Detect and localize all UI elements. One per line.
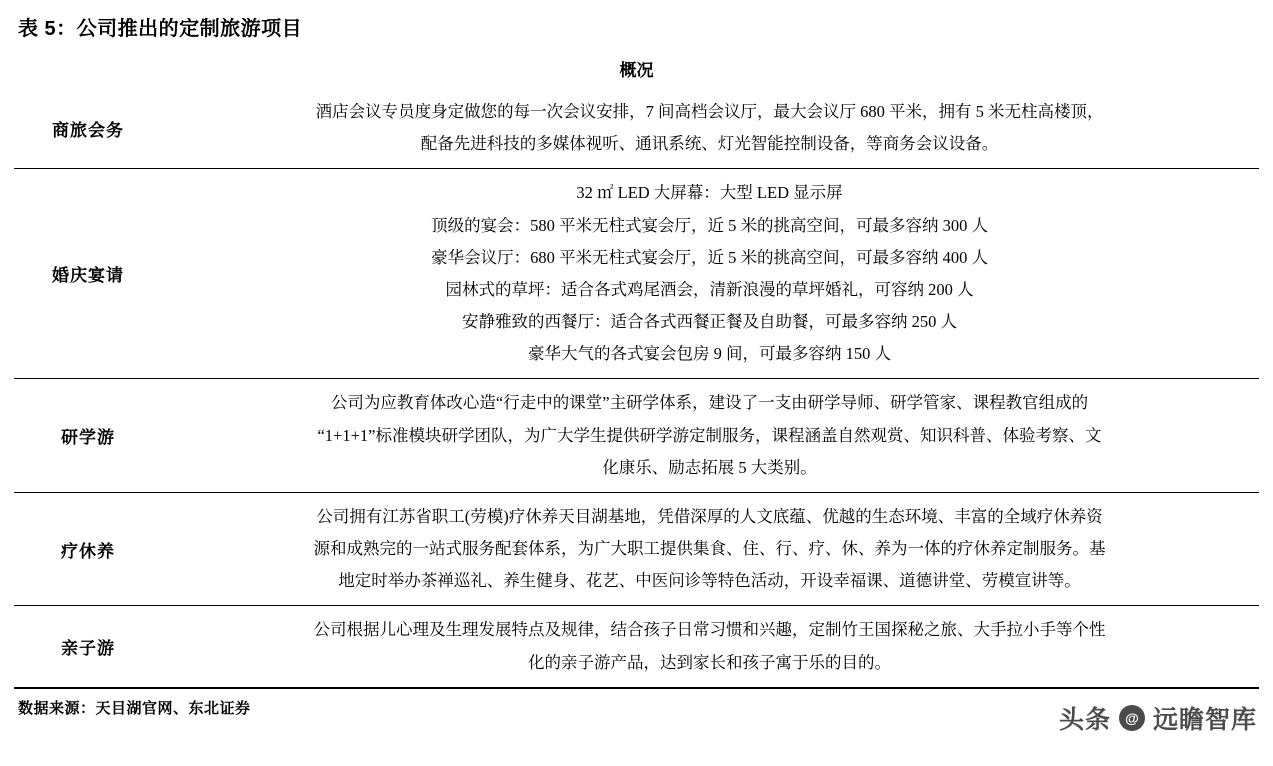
row-description	[162, 379, 1259, 493]
description-line: 公司根据儿心理及生理发展特点及规律，结合孩子日常习惯和兴趣，定制竹王国探秘之旅、大手拉小手等个性	[313, 620, 1106, 640]
row-description	[162, 492, 1259, 606]
source-note: 数据来源：天目湖官网、东北证券	[18, 699, 251, 717]
description-line: 公司拥有江苏省职工(劳模)疗休养天目湖基地，凭借深厚的人文底蕴、优越的生态环境、丰富的全域疗休养资	[316, 506, 1103, 526]
watermark-prefix: 头条	[1058, 706, 1111, 734]
description-line: 配备先进科技的多媒体视听、通讯系统、灯光智能控制设备，等商务会议设备。	[420, 134, 999, 154]
table-row	[14, 606, 1259, 688]
page-title: 表 5：公司推出的定制旅游项目	[18, 18, 303, 40]
watermark	[1059, 700, 1257, 736]
description-line: 32 ㎡ LED 大屏幕：大型 LED 显示屏	[576, 183, 843, 203]
description-line: 安静雅致的西餐厅：适合各式西餐正餐及自助餐，可最多容纳 250 人	[462, 312, 957, 332]
row-description	[162, 169, 1259, 379]
row-description	[162, 88, 1259, 169]
row-category: 商旅会务	[52, 120, 124, 140]
table-header-row	[14, 49, 1259, 88]
table-row	[14, 492, 1259, 606]
row-category: 研学游	[14, 379, 162, 493]
description-line: 顶级的宴会：580 平米无柱式宴会厅，近 5 米的挑高空间，可最多容纳 300 人	[431, 215, 988, 235]
row-category: 亲子游	[14, 606, 162, 688]
description-line: 公司为应教育体改心造“行走中的课堂”主研学体系，建设了一支由研学导师、研学管家、课程教官组成的	[330, 393, 1089, 413]
description-line: 豪华会议厅：680 平米无柱式宴会厅，近 5 米的挑高空间，可最多容纳 400 人	[431, 247, 988, 267]
description-line: 源和成熟完的一站式服务配套体系，为广大职工提供集食、住、行、疗、休、养为一体的疗休养定制服务。基	[313, 539, 1106, 559]
projects-table	[14, 49, 1259, 689]
table-row	[14, 88, 1259, 169]
row-category: 婚庆宴请	[14, 169, 162, 379]
table-row	[14, 379, 1259, 493]
description-line: 豪华大气的各式宴会包房 9 间，可最多容纳 150 人	[528, 344, 891, 364]
description-line: 地定时举办茶禅巡礼、养生健身、花艺、中医问诊等特色活动，开设幸福课、道德讲堂、劳模宣讲等。	[338, 571, 1081, 591]
description-line: 园林式的草坪：适合各式鸡尾酒会，清新浪漫的草坪婚礼，可容纳 200 人	[445, 279, 974, 299]
description-line: 酒店会议专员度身定做您的每一次会议安排，7 间高档会议厅，最大会议厅 680 平米，拥有 5 米无柱高楼顶，	[315, 102, 1104, 121]
column-header-overview: 概况	[619, 61, 654, 80]
description-line: 化的亲子游产品，达到家长和孩子寓于乐的目的。	[528, 652, 891, 672]
row-category: 疗休养	[14, 492, 162, 606]
description-line: 化康乐、励志拓展 5 大类别。	[602, 457, 817, 477]
watermark-text: 远瞻智库	[1152, 706, 1257, 734]
watermark-badge-icon: @	[1119, 705, 1145, 731]
description-line: “1+1+1”标准模块研学团队，为广大学生提供研学游定制服务，课程涵盖自然观赏、知识科普、体验考察、文	[317, 425, 1102, 445]
row-description	[162, 606, 1259, 688]
table-row	[14, 169, 1259, 379]
